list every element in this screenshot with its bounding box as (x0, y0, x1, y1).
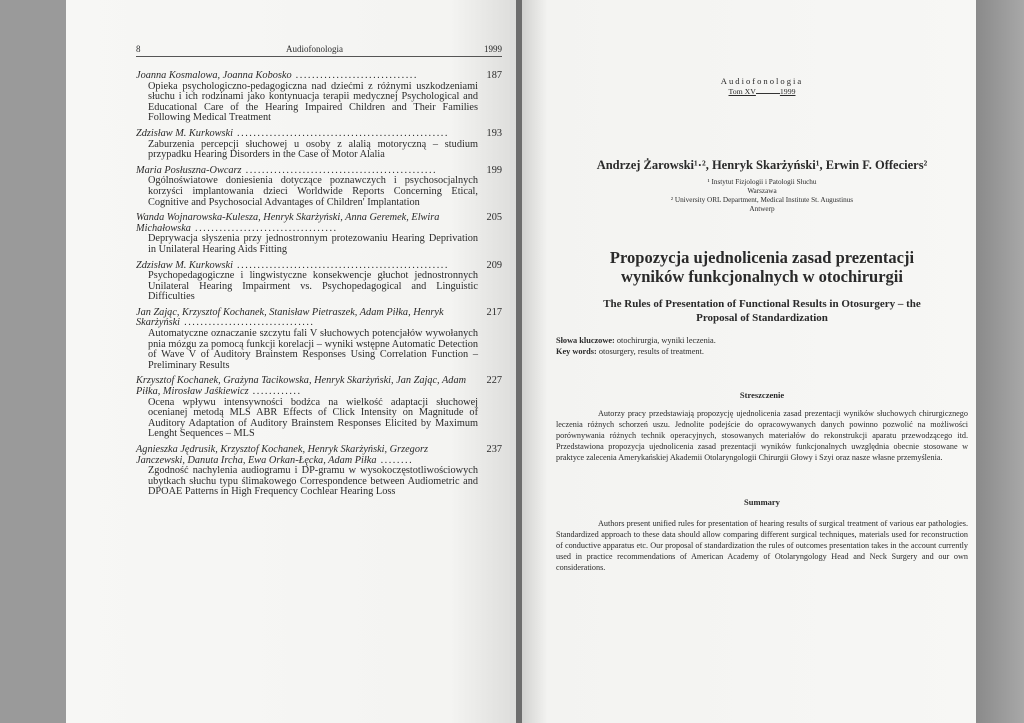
toc-authors: Maria Posłuszna-Owcarz (136, 164, 242, 176)
table-of-contents (136, 71, 502, 503)
toc-entry: Zdzisław M. Kurkowski .................................................... 209 Psychopedagogiczne i lingwistyczne konsekwencje głuchot jednostronnych Unilateral Hearing Impairment vs. Psychopedagogical and Linguistic Difficulties (136, 259, 502, 303)
toc-entry: Krzysztof Kochanek, Grażyna Tacikowska, Henryk Skarżyński, Jan Zając, Adam Piłka, Mirosław Jaśkiewicz ............ 227 Ocena wpływu intensywności bodźca na wielkość adaptacji słuchowej ocenianej metodą MLS ABR Effects of Click Intensity on Magnitude of Auditory Adaptation of Auditory Brainstem Responses Elicited by Maximum Lenght Sequences – MLS (136, 375, 502, 440)
scanner-background (976, 0, 1024, 723)
toc-page: 187 (486, 70, 502, 81)
title-polish: Propozycja ujednolicenia zasad prezentacji wyników funkcjonalnych w otochirurgii (609, 248, 915, 286)
toc-entry: Zdzisław M. Kurkowski .................................................... 193 Zaburzenia percepcji słuchowej u osoby z alalią motoryczną – studium przypadku Hearing Disorders in the Case of Motor Alalia (136, 127, 502, 161)
toc-page: 237 (486, 444, 502, 455)
toc-authors: Krzysztof Kochanek, Grażyna Tacikowska, Henryk Skarżyński, Jan Zając, Adam Piłka, Mirosław Jaśkiewicz (136, 375, 467, 398)
toc-entry: Agnieszka Jędrusik, Krzysztof Kochanek, Henryk Skarżyński, Grzegorz Janczewski, Danuta Ircha, Ewa Orkan-Łęcka, Adam Piłka ........ 237 Zgodność nachylenia audiogramu i DP-gramu w wysokoczęstotliwościowych ubytkach słuchu typu ślimakowego Correspondence between Audiometric and DPOAE Patterns in High Frequency Cochlear Hearing Loss (136, 444, 502, 498)
toc-page: 227 (486, 375, 502, 387)
toc-entry: Jan Zając, Krzysztof Kochanek, Stanisław Pietraszek, Adam Piłka, Henryk Skarżyński ................................ 217 Automatyczne oznaczanie szczytu fali V słuchowych potencjałów wywołanych pnia mózgu za pomocą funkcji korelacji – wyniki wstępne Automatic Detection of Wave V of Auditory Brainstem Responses Using Correlation Function – Preliminary Results (136, 306, 502, 371)
toc-authors: Zdzisław M. Kurkowski (136, 259, 233, 271)
toc-page: 199 (486, 164, 502, 176)
affiliation-2-city: Antwerp (749, 205, 775, 213)
toc-title: Ogólnoświatowe doniesienia dotyczące poznawczych i psychosocjalnych korzyści implantowania dzieci Worldwide Reports Concerning Etical, Cognitive and Psychosocial Advantages of Children' Implantation (148, 175, 478, 208)
toc-title: Deprywacja słyszenia przy jednostronnym protezowaniu Hearing Deprivation in Unilateral Hearing Aids Fitting (148, 233, 478, 255)
toc-title: Ocena wpływu intensywności bodźca na wielkość adaptacji słuchowej ocenianej metodą MLS ABR Effects of Click Intensity on Magnitude of Auditory Adaptation of Auditory Brainstem Responses Elicited by Maximum Lenght Sequences – MLS (148, 396, 478, 440)
toc-authors: Joanna Kosmalowa, Joanna Kobosko (136, 70, 292, 81)
article-authors: Andrzej Żarowski¹·², Henryk Skarżyński¹, Erwin F. Offeciers² (596, 158, 928, 172)
toc-title: Psychopedagogiczne i lingwistyczne konsekwencje głuchot jednostronnych Unilateral Hearing Impairment vs. Psychopedagogical and Linguistic Difficulties (148, 270, 478, 303)
left-running-head (136, 44, 502, 57)
toc-page: 205 (486, 212, 502, 224)
title-english: The Rules of Presentation of Functional Results in Otosurgery – the Proposal of Standardization (603, 298, 921, 324)
toc-authors: Agnieszka Jędrusik, Krzysztof Kochanek, Henryk Skarżyński, Grzegorz Janczewski, Danuta Ircha, Ewa Orkan-Łęcka, Adam Piłka (136, 444, 428, 466)
volume: Tom XV (728, 87, 756, 96)
toc-authors: Jan Zając, Krzysztof Kochanek, Stanisław Pietraszek, Adam Piłka, Henryk Skarżyński (136, 306, 444, 329)
summary-heading: Summary (744, 497, 780, 507)
toc-entry: Wanda Wojnarowska-Kulesza, Henryk Skarżyński, Anna Geremek, Elwira Michałowska ................................... 205 Deprywacja słyszenia przy jednostronnym protezowaniu Hearing Deprivation in Unilateral Hearing Aids Fitting (136, 212, 502, 255)
toc-entry: Joanna Kosmalowa, Joanna Kobosko .............................. 187 Opieka psychologiczno-pedagogiczna nad dziećmi z różnymi uszkodzeniami słuchu i ich rodzinami jako kontynuacja terapii medycznej Psychological and Educational Care of the Hearing Impaired Children and Their Families Following Medical Treatment (136, 70, 502, 124)
volume-line (556, 87, 968, 96)
volume-year: 1999 (779, 87, 796, 96)
toc-title: Opieka psychologiczno-pedagogiczna nad dziećmi z różnymi uszkodzeniami słuchu i ich rodzinami jako kontynuacja terapii medycznej Psychological and Educational Care of the Hearing Impaired Children and Their Families Following Medical Treatment (148, 80, 478, 124)
toc-title: Zgodność nachylenia audiogramu i DP-gramu w wysokoczęstotliwościowych ubytkach słuchu typu ślimakowego Correspondence between Audiometric and DPOAE Patterns in High Frequency Cochlear Hearing Loss (148, 465, 478, 498)
summary-english: Authors present unified rules for presentation of hearing results of surgical treatment of various ear pathologies. Standardized approach to these data should allow comparing different surgical techniques, materials used for reconstruction of conductive apparatus etc. Our proposal of standardization the rules of outcomes presentation takes in the account currently used in practice recommendations of American Academy of Otolaryngology Head and Neck Surgery and our own considerations. (556, 519, 968, 573)
journal-year: 1999 (484, 44, 502, 54)
toc-page: 209 (486, 259, 502, 271)
page-number: 8 (136, 44, 141, 54)
toc-page: 193 (486, 127, 502, 139)
affiliation-1-city: Warszawa (747, 187, 777, 195)
keywords-pl-label: Słowa kluczowe: (556, 336, 615, 345)
affiliation-1-name: ¹ Instytut Fizjologii i Patologii Słuchu (707, 178, 817, 186)
toc-authors: Wanda Wojnarowska-Kulesza, Henryk Skarżyński, Anna Geremek, Elwira Michałowska (136, 212, 440, 234)
toc-authors: Zdzisław M. Kurkowski (136, 127, 233, 139)
toc-entry: Maria Posłuszna-Owcarz ............................................... 199 Ogólnoświatowe doniesienia dotyczące poznawczych i psychosocjalnych korzyści implantowania dzieci Worldwide Reports Concerning Etical, Cognitive and Psychosocial Advantages of Children' Implantation (136, 164, 502, 208)
keywords (556, 335, 968, 357)
affiliation-1 (556, 178, 968, 214)
keywords-en: otosurgery, results of treatment. (598, 347, 704, 356)
abstract-heading: Streszczenie (739, 390, 785, 400)
toc-title: Zaburzenia percepcji słuchowej u osoby z alalią motoryczną – studium przypadku Hearing Disorders in the Case of Motor Alalia (148, 138, 478, 161)
abstract-polish: Autorzy pracy przedstawiają propozycję ujednolicenia zasad prezentacji wyników słuchowych chirurgicznego leczenia różnych schorzeń uszu. Jednolite podejście do opracowywanych danych powinno pozwolić na możliwości porównywania różnych technik operacyjnych, stosowanych materiałów do rekonstrukcji aparatu przewodzącego itd. Przedstawiona propozycja ujednolicenia zasad prezentacji wyników funkcjonalnych uwzględnia obecnie stosowane w praktyce zalecenia Amerykańskiej Akademii Otolaryngologii Chirurgii Głowy i Szyi oraz nasze własne przemyślenia. (556, 409, 968, 463)
toc-page: 217 (486, 306, 502, 318)
keywords-en-label: Key words: (556, 347, 597, 356)
toc-title: Automatyczne oznaczanie szczytu fali V słuchowych potencjałów wywołanych pnia mózgu za pomocą funkcji korelacji – wyniki wstępne Automatic Detection of Wave V of Auditory Brainstem Responses Using Correlation Function – Preliminary Results (148, 328, 478, 371)
affiliation-2-name: ² University ORL Department, Medical Institute St. Augustinus (670, 196, 854, 204)
journal-header: Audiofonologia (720, 76, 804, 86)
journal-name: Audiofonologia (286, 44, 343, 54)
keywords-pl: otochirurgia, wyniki leczenia. (616, 336, 716, 345)
